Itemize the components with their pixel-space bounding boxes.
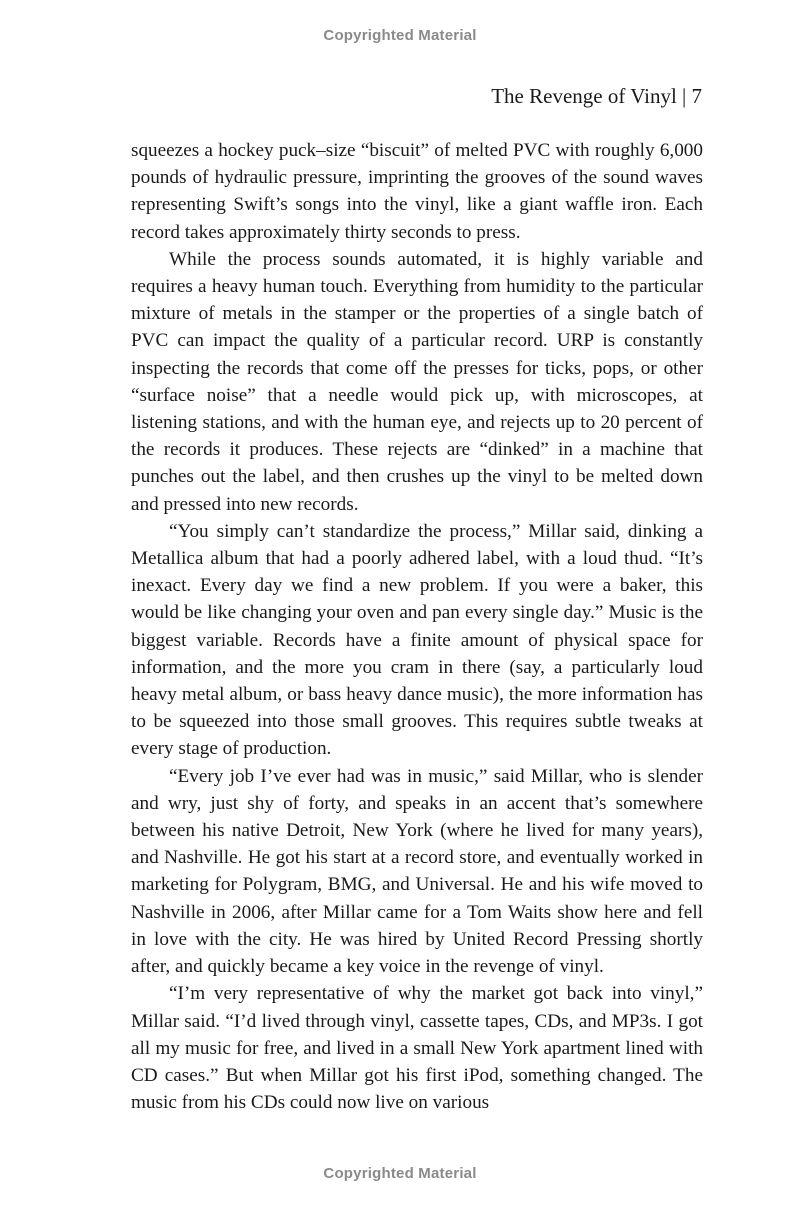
paragraph-4: “Every job I’ve ever had was in music,” said Millar, who is slender and wry, just shy of forty, and speaks in an accent that’s somewhere between his native Detroit, New York (where he lived for many years), and Nashville. He got his start at a record store, and eventually worked in marketing for Polygram, BMG, and Universal. He and his wife moved to Nashville in 2006, after Millar came for a Tom Waits show here and fell in love with the city. He was hired by United Record Pressing shortly after, and quickly became a key voice in the revenge of vinyl. [131,765,703,978]
paragraph-2: While the process sounds automated, it is highly variable and requires a heavy human touch. Everything from humidity to the particular mixture of metals in the stamper or the properties of a single batch of PVC can impact the quality of a particular record. URP is constantly inspecting the records that come off the presses for ticks, pops, or other “surface noise” that a needle would pick up, with microscopes, at listening stations, and with the human eye, and rejects up to 20 percent of the records it produces. These rejects are “dinked” in a machine that punches out the label, and then crushes up the vinyl to be melted down and pressed into new records. [131,248,703,515]
body-text [131,137,703,1116]
copyright-watermark-bottom: Copyrighted Material [323,1165,477,1182]
paragraph-1: squeezes a hockey puck–size “biscuit” of melted PVC with roughly 6,000 pounds of hydraulic pressure, imprinting the grooves of the sound waves representing Swift’s songs into the vinyl, like a giant waffle iron. Each record takes approximately thirty seconds to press. [131,140,703,243]
paragraph-5: “I’m very representative of why the market got back into vinyl,” Millar said. “I’d lived through vinyl, cassette tapes, CDs, and MP3s. I got all my music for free, and lived in a small New York apartment lined with CD cases.” But when Millar got his first iPod, something changed. The music from his CDs could now live on various [131,983,703,1114]
paragraph-3: “You simply can’t standardize the process,” Millar said, dinking a Metallica album that had a poorly adhered label, with a loud thud. “It’s inexact. Every day we find a new problem. If you were a baker, this would be like changing your oven and pan every single day.” Music is the biggest variable. Records have a finite amount of physical space for information, and the more you cram in there (say, a particularly loud heavy metal album, or bass heavy dance music), the more information has to be squeezed into those small grooves. This requires subtle tweaks at every stage of production. [131,520,703,760]
running-header: The Revenge of Vinyl | 7 [491,84,702,108]
copyright-watermark-top: Copyrighted Material [323,27,477,44]
